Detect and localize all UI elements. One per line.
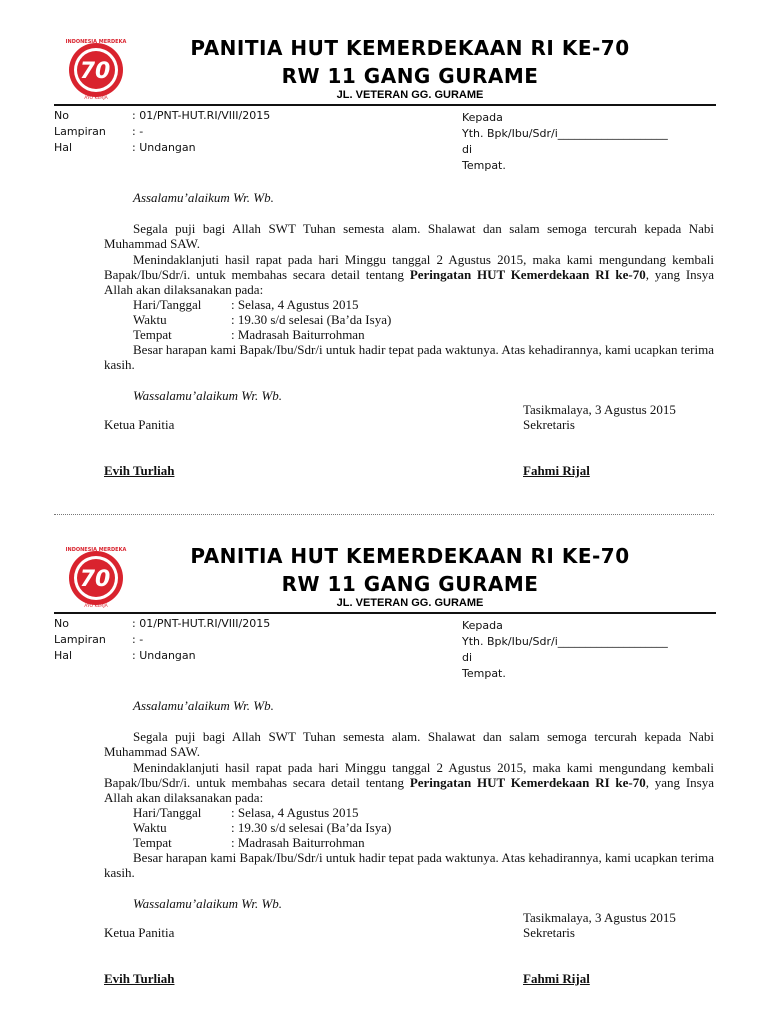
letter-meta bbox=[54, 108, 270, 156]
schedule bbox=[133, 805, 391, 850]
no-label: No bbox=[54, 617, 69, 630]
recipient-line: Yth. Bpk/Ibu/Sdr/i____________________ bbox=[462, 635, 668, 648]
hal-label: Hal bbox=[54, 141, 73, 154]
paragraph-invitation bbox=[104, 252, 714, 297]
hal-value: : Undangan bbox=[132, 649, 196, 662]
hal-label: Hal bbox=[54, 649, 73, 662]
svg-text:INDONESIA MERDEKA: INDONESIA MERDEKA bbox=[65, 39, 127, 45]
day-value: : Selasa, 4 Agustus 2015 bbox=[231, 805, 359, 820]
paragraph-opening: Segala puji bagi Allah SWT Tuhan semesta alam. Shalawat dan salam semoga tercurah kepada Nabi Muhammad SAW. bbox=[104, 729, 714, 759]
no-value: : 01/PNT-HUT.RI/VIII/2015 bbox=[132, 617, 271, 630]
signer-left-name: Evih Turliah bbox=[104, 463, 175, 478]
paragraph-invitation-a: Menindaklanjuti hasil rapat pada hari Minggu tanggal 2 Agustus 2015, maka kami mengundang kembali Bapak/Ibu/Sdr/i. untuk membahas secara detail tentang bbox=[104, 760, 714, 790]
signer-right-role: Sekretaris bbox=[523, 925, 575, 940]
kepada: Kepada bbox=[462, 111, 503, 124]
schedule bbox=[133, 297, 391, 342]
event-name: Peringatan HUT Kemerdekaan RI ke-70 bbox=[409, 775, 646, 790]
svg-text:AYO KERJA: AYO KERJA bbox=[84, 96, 108, 100]
di: di bbox=[462, 143, 473, 156]
svg-text:AYO KERJA: AYO KERJA bbox=[84, 604, 108, 608]
time-label: Waktu bbox=[133, 312, 167, 327]
no-value: : 01/PNT-HUT.RI/VIII/2015 bbox=[132, 109, 271, 122]
signer-left-name: Evih Turliah bbox=[104, 971, 175, 986]
recipient-block bbox=[462, 110, 668, 174]
event-name: Peringatan HUT Kemerdekaan RI ke-70 bbox=[409, 267, 646, 282]
time-label: Waktu bbox=[133, 820, 167, 835]
place-label: Tempat bbox=[133, 327, 172, 342]
header-rule bbox=[54, 104, 716, 106]
signer-left-role: Ketua Panitia bbox=[104, 417, 175, 432]
paragraph-invitation-b: , yang Insya Allah akan dilaksanakan pada: bbox=[104, 775, 714, 805]
paragraph-opening: Segala puji bagi Allah SWT Tuhan semesta alam. Shalawat dan salam semoga tercurah kepada Nabi Muhammad SAW. bbox=[104, 221, 714, 251]
paragraph-invitation-b: , yang Insya Allah akan dilaksanakan pada: bbox=[104, 267, 714, 297]
letter-meta bbox=[54, 616, 270, 664]
day-label: Hari/Tanggal bbox=[133, 297, 202, 312]
lampiran-value: : - bbox=[132, 125, 144, 138]
svg-text:INDONESIA MERDEKA: INDONESIA MERDEKA bbox=[65, 547, 127, 553]
place-value: : Madrasah Baiturrohman bbox=[231, 327, 365, 342]
greeting: Assalamu’alaikum Wr. Wb. bbox=[133, 190, 274, 205]
header-rule bbox=[54, 612, 716, 614]
day-label: Hari/Tanggal bbox=[133, 805, 202, 820]
time-value: : 19.30 s/d selesai (Ba’da Isya) bbox=[231, 820, 392, 835]
invitation-letter-bottom bbox=[0, 508, 768, 1013]
place-date: Tasikmalaya, 3 Agustus 2015 bbox=[523, 402, 676, 417]
svg-text:70: 70 bbox=[79, 59, 111, 84]
day-value: : Selasa, 4 Agustus 2015 bbox=[231, 297, 359, 312]
no-label: No bbox=[54, 109, 69, 122]
signer-right-role: Sekretaris bbox=[523, 417, 575, 432]
signer-left-role: Ketua Panitia bbox=[104, 925, 175, 940]
closing-salutation: Wassalamu’alaikum Wr. Wb. bbox=[133, 896, 283, 911]
lampiran-label: Lampiran bbox=[54, 125, 106, 138]
place-label: Tempat bbox=[133, 835, 172, 850]
recipient-line: Yth. Bpk/Ibu/Sdr/i____________________ bbox=[462, 127, 668, 140]
paragraph-invitation-a: Menindaklanjuti hasil rapat pada hari Minggu tanggal 2 Agustus 2015, maka kami mengundang kembali Bapak/Ibu/Sdr/i. untuk membahas secara detail tentang bbox=[104, 252, 714, 282]
place-value: : Madrasah Baiturrohman bbox=[231, 835, 365, 850]
hal-value: : Undangan bbox=[132, 141, 196, 154]
paragraph-closing: Besar harapan kami Bapak/Ibu/Sdr/i untuk hadir tepat pada waktunya. Atas kehadirannya, kami ucapkan terima kasih. bbox=[104, 342, 714, 372]
committee-title: PANITIA HUT KEMERDEKAAN RI KE-70 bbox=[190, 544, 630, 568]
closing-salutation: Wassalamu’alaikum Wr. Wb. bbox=[133, 388, 283, 403]
committee-address: JL. VETERAN GG. GURAME bbox=[336, 597, 484, 609]
recipient-block bbox=[462, 618, 668, 682]
committee-subtitle: RW 11 GANG GURAME bbox=[281, 64, 539, 88]
tempat: Tempat. bbox=[462, 667, 506, 680]
tempat: Tempat. bbox=[462, 159, 506, 172]
signer-right-name: Fahmi Rijal bbox=[523, 463, 590, 478]
paragraph-invitation bbox=[104, 760, 714, 805]
committee-address: JL. VETERAN GG. GURAME bbox=[336, 89, 484, 101]
kepada: Kepada bbox=[462, 619, 503, 632]
committee-title: PANITIA HUT KEMERDEKAAN RI KE-70 bbox=[190, 36, 630, 60]
lampiran-label: Lampiran bbox=[54, 633, 106, 646]
place-date: Tasikmalaya, 3 Agustus 2015 bbox=[523, 910, 676, 925]
lampiran-value: : - bbox=[132, 633, 144, 646]
committee-subtitle: RW 11 GANG GURAME bbox=[281, 572, 539, 596]
paragraph-closing: Besar harapan kami Bapak/Ibu/Sdr/i untuk hadir tepat pada waktunya. Atas kehadirannya, kami ucapkan terima kasih. bbox=[104, 850, 714, 880]
signer-right-name: Fahmi Rijal bbox=[523, 971, 590, 986]
invitation-letter-top bbox=[0, 0, 768, 505]
di: di bbox=[462, 651, 473, 664]
greeting: Assalamu’alaikum Wr. Wb. bbox=[133, 698, 274, 713]
time-value: : 19.30 s/d selesai (Ba’da Isya) bbox=[231, 312, 392, 327]
svg-text:70: 70 bbox=[79, 567, 111, 592]
